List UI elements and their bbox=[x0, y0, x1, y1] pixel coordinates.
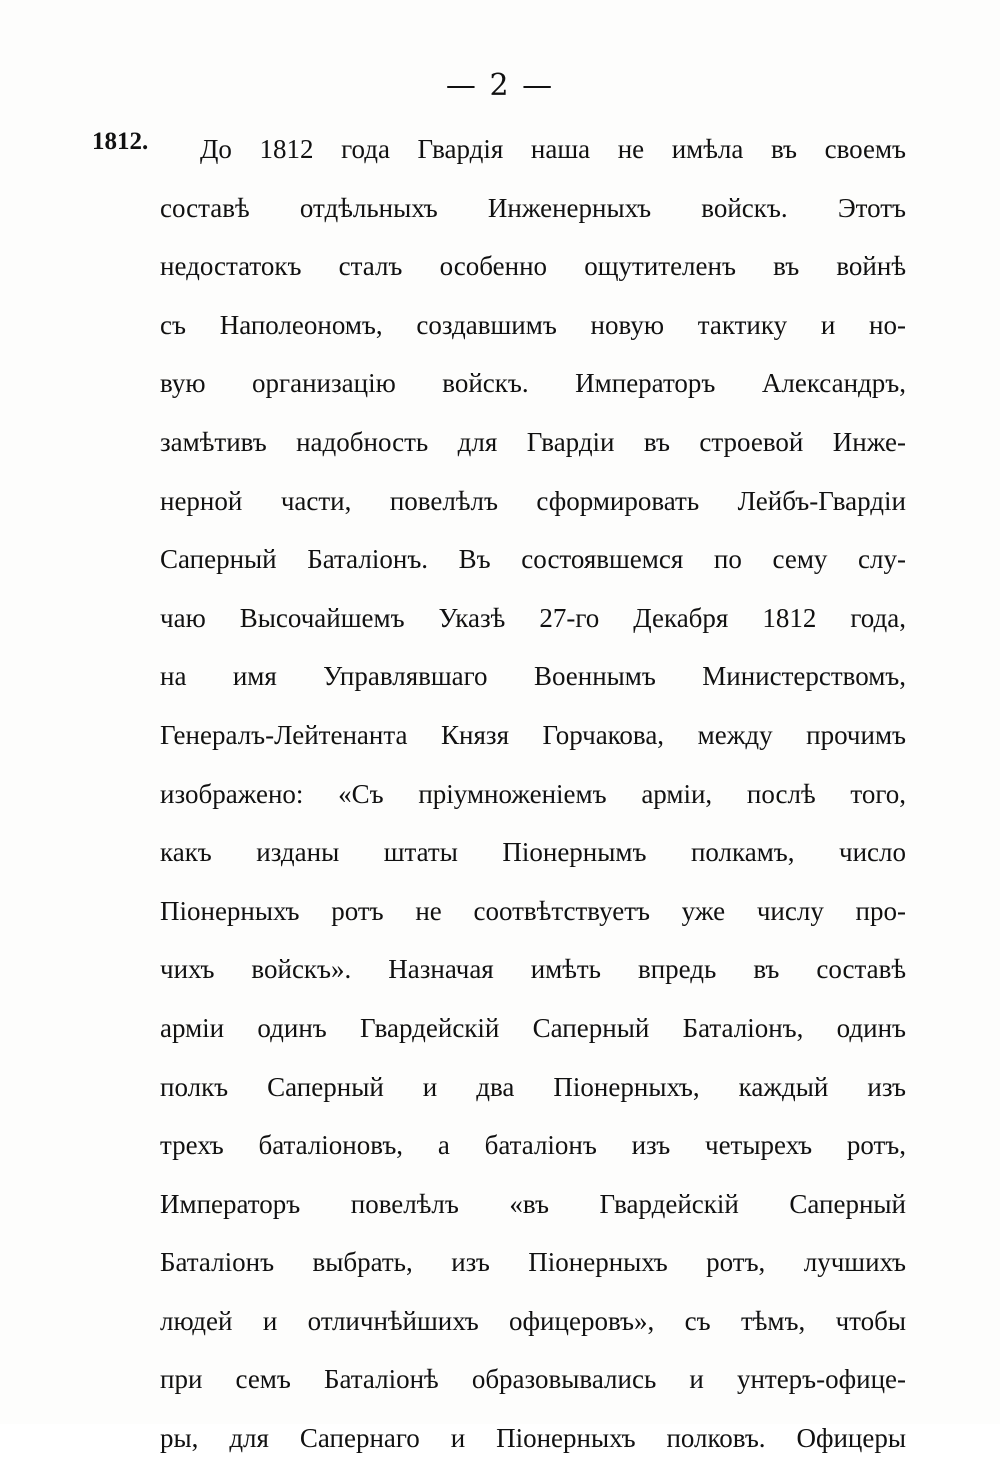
text-line: чаю Высочайшемъ Указѣ 27-го Декабря 1812 года, bbox=[160, 602, 906, 633]
text-line: арміи одинъ Гвардейскій Саперный Баталіонъ, одинъ bbox=[160, 1012, 906, 1043]
text-line: Императоръ повелѣлъ «въ Гвардейскій Саперный bbox=[160, 1188, 906, 1219]
text-line: при семъ Баталіонѣ образовывались и унтеръ-офице- bbox=[160, 1364, 906, 1395]
text-line: чихъ войскъ». Назначая имѣть впредь въ составѣ bbox=[160, 954, 906, 985]
text-line: трехъ баталіоновъ, а баталіонъ изъ четырехъ ротъ, bbox=[160, 1130, 906, 1161]
text-line: До 1812 года Гвардія наша не имѣла въ своемъ bbox=[200, 134, 906, 164]
text-line: недостатокъ сталъ особенно ощутителенъ въ войнѣ bbox=[160, 251, 906, 282]
text-line: составѣ отдѣльныхъ Инженерныхъ войскъ. Этотъ bbox=[160, 192, 906, 223]
text-line: нерной части, повелѣлъ сформировать Лейбъ-Гвардіи bbox=[160, 485, 906, 516]
text-line: изображено: «Съ пріумноженіемъ арміи, послѣ того, bbox=[160, 778, 906, 809]
page-number: — 2 — bbox=[445, 68, 555, 103]
text-line: людей и отличнѣйшихъ офицеровъ», съ тѣмъ, чтобы bbox=[160, 1305, 906, 1336]
text-line: Генералъ-Лейтенанта Князя Горчакова, между прочимъ bbox=[160, 719, 906, 750]
margin-year-note: 1812. bbox=[92, 128, 149, 155]
text-line: Баталіонъ выбрать, изъ Піонерныхъ ротъ, лучшихъ bbox=[160, 1247, 906, 1278]
body-text bbox=[160, 120, 906, 1468]
text-line: Піонерныхъ ротъ не соотвѣтствуетъ уже числу про- bbox=[160, 895, 906, 926]
text-line: съ Наполеономъ, создавшимъ новую тактику и но- bbox=[160, 309, 906, 340]
text-line: на имя Управлявшаго Военнымъ Министерствомъ, bbox=[160, 661, 906, 692]
text-line: замѣтивъ надобность для Гвардіи въ строевой Инже- bbox=[160, 426, 906, 457]
text-line: какъ изданы штаты Піонернымъ полкамъ, число bbox=[160, 837, 906, 868]
text-line: полкъ Саперный и два Піонерныхъ, каждый изъ bbox=[160, 1071, 906, 1102]
text-line: ры, для Сапернаго и Піонерныхъ полковъ. Офицеры bbox=[160, 1423, 906, 1454]
text-line: Саперный Баталіонъ. Въ состоявшемся по сему слу- bbox=[160, 544, 906, 575]
text-line: вую организацію войскъ. Императоръ Александръ, bbox=[160, 368, 906, 399]
